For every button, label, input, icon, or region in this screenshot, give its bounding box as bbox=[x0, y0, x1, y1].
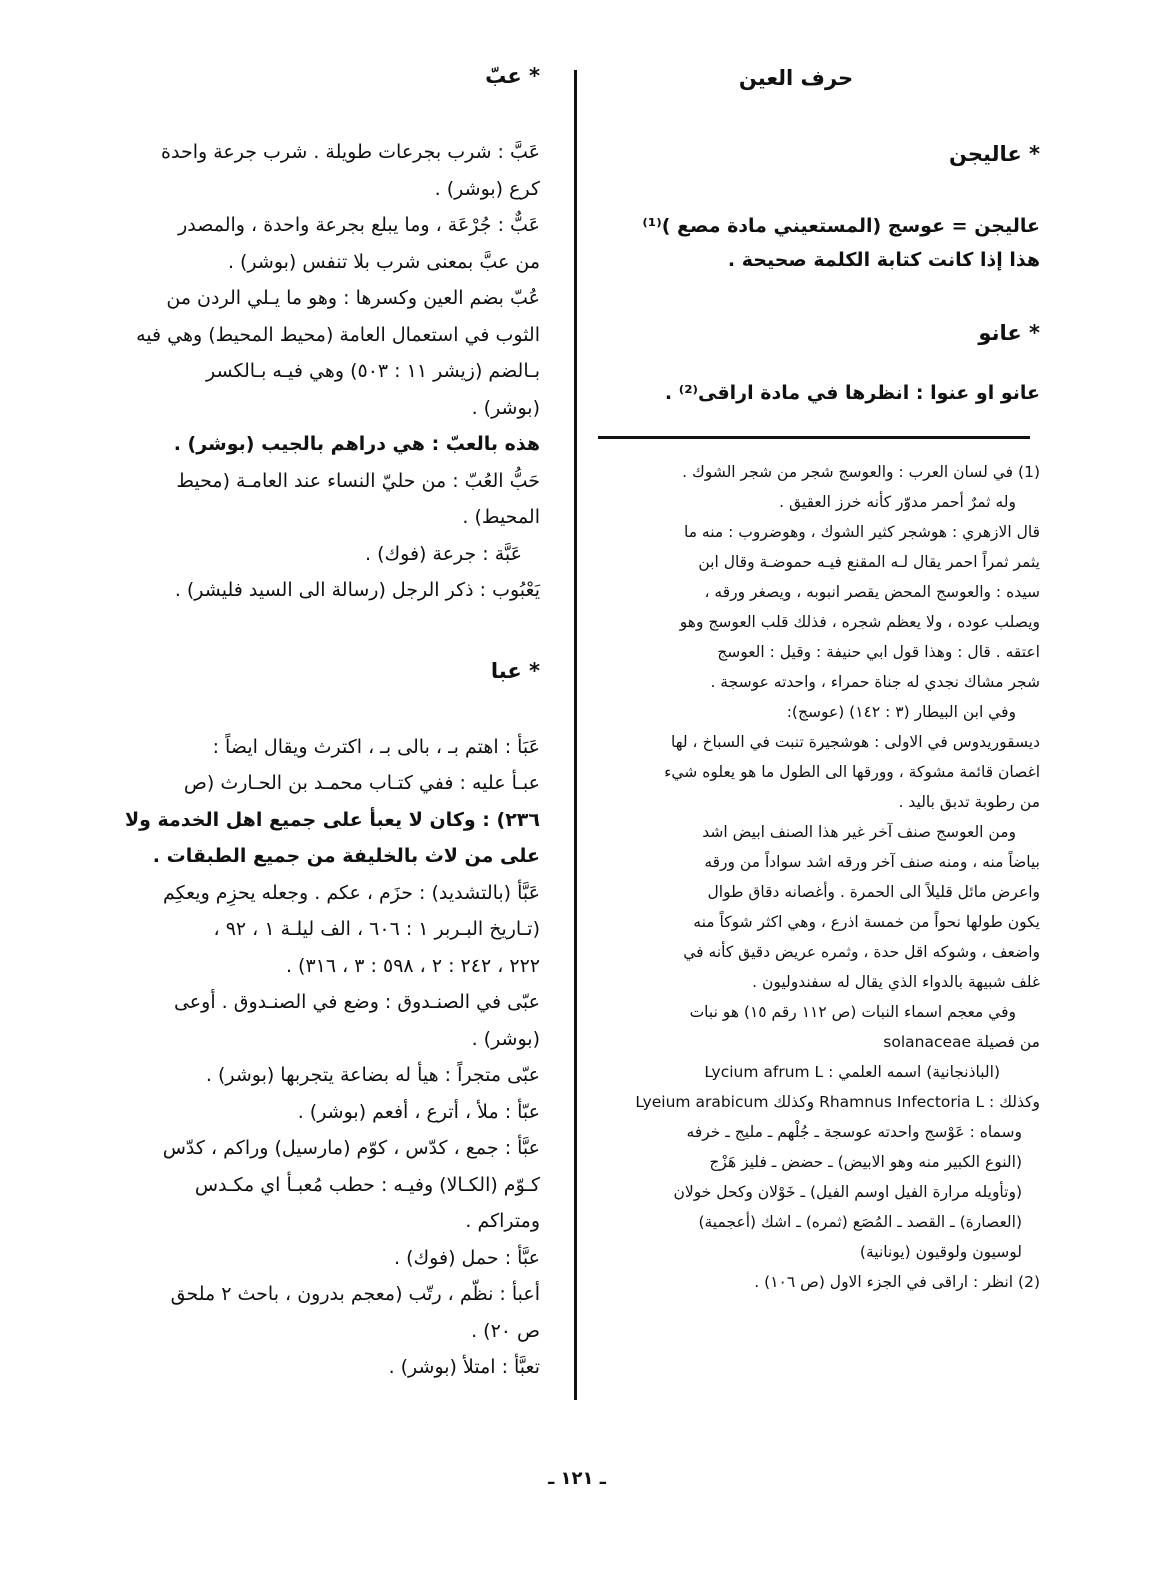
footnote-line: (2) انظر : اراقى في الجزء الاول (ص ١٠٦) . bbox=[754, 1273, 1040, 1291]
entry-abb-line: المحيط) . bbox=[462, 506, 540, 528]
entry-aliyjn-line1: عاليجن = عوسج (المستعيني مادة مصع )⁽¹⁾ bbox=[642, 215, 1040, 237]
entry-aba-line: عبّى متجراً : هيأ له بضاعة يتجربها (بوشر) . bbox=[205, 1064, 540, 1086]
entry-abb-line: كرع (بوشر) . bbox=[434, 177, 540, 200]
footnote-line: واضعف ، وشوكه اقل حدة ، وثمره عريض دقيق كأنه في bbox=[683, 943, 1040, 961]
entry-aba-line: كـوّم (الكـالا) وفيـه : حطب مُعبـأ اي مكـدس bbox=[194, 1173, 540, 1196]
footnote-line: سيده : والعوسج المحض يقصر انبوبه ، ويصغر ورقه ، bbox=[704, 583, 1040, 601]
footnote-line: بياضاً منه ، ومنه صنف آخر ورقه اشد سواداً من ورقه bbox=[704, 853, 1040, 871]
page-number: ـ ١٢١ ـ bbox=[548, 1468, 606, 1489]
right-column bbox=[592, 52, 1040, 1297]
entry-aba-line: على من لاث بالخليفة من جميع الطبقات . bbox=[152, 845, 540, 867]
entry-aba-line: عبّى في الصنـدوق : وضع في الصنـدوق . أوعى bbox=[173, 991, 540, 1013]
footnote-line: (النوع الكبير منه وهو الابيض) ـ حضض ـ فليز هَزْج bbox=[709, 1153, 1022, 1171]
footnote-line: ومن العوسج صنف آخر غير هذا الصنف ابيض اشد bbox=[702, 823, 1016, 841]
footnote-line: شجر مشاك نجدي له جناة حمراء ، واحدته عوسجة . bbox=[710, 673, 1040, 691]
footnote-line: (وتأويله مرارة الفيل اوسم الفيل) ـ خَوْلان وكحل خولان bbox=[673, 1183, 1022, 1201]
entry-aba-line: عَبَّأ (بالتشديد) : حزَم ، عكم . وجعله يحزِم ويعكِم bbox=[163, 881, 540, 904]
footnote-line: اغصان قائمة مشوكة ، وورقها الى الطول ما هو يعلوه شيء bbox=[664, 763, 1040, 781]
entry-title-aba: * عبا bbox=[490, 658, 540, 683]
entry-aba-line: ص ٢٠) . bbox=[471, 1319, 540, 1342]
entry-abb-line: من عبَّ بمعنى شرب بلا تنفس (بوشر) . bbox=[227, 250, 540, 273]
entry-aba-line: أعبأ : نظّم ، رتّب (معجم بدرون ، باحث ٢ ملحق bbox=[170, 1283, 540, 1305]
entry-anu-line1: عانو او عنوا : انظرها في مادة اراقى⁽²⁾ . bbox=[664, 381, 1040, 404]
entry-aba-line: عبّأ : ملأ ، أترع ، أفعم (بوشر) . bbox=[297, 1100, 540, 1123]
footnote-line: من فصيلة solanaceae bbox=[883, 1033, 1040, 1051]
footnote-line: وفي معجم اسماء النبات (ص ١١٢ رقم ١٥) هو نبات bbox=[689, 1003, 1016, 1021]
footnote-line: ديسقوريدوس في الاولى : هوشجيرة تنبت في السباخ ، لها bbox=[671, 733, 1040, 751]
footnote-line: غلف شبيهة بالدواء الذي يقال له سفندوليون . bbox=[752, 973, 1040, 991]
footnote-line: وكذلك : Rhamnus Infectoria L وكذلك Lyeium arabicum bbox=[635, 1093, 1040, 1111]
footnote-line: (1) في لسان العرب : والعوسج شجر من شجر الشوك . bbox=[682, 463, 1040, 481]
entry-aba-line: عبـأ عليه : ففي كتـاب محمـد بن الحـارث (ص bbox=[183, 772, 540, 794]
footnote-line: يثمر ثمراً احمر يقال لـه المقنع فيـه حموضـة وقال ابن bbox=[698, 553, 1040, 571]
footnote-line: وسماه : عَوْسج واحدته عوسجة ـ جُلْهم ـ مليج ـ خرفه bbox=[686, 1123, 1022, 1141]
entry-abb-line: (بوشر) . bbox=[471, 396, 540, 419]
entry-abb-line: يَعْبُوب : ذكر الرجل (رسالة الى السيد فليشر) . bbox=[174, 579, 540, 601]
entry-title-aliyjn: * عاليجن bbox=[948, 142, 1040, 166]
footnote-line: لوسيون ولوقيون (يونانية) bbox=[859, 1243, 1022, 1261]
entry-abb-line: عَبَّة : جرعة (فوك) . bbox=[365, 542, 522, 565]
column-divider bbox=[574, 70, 577, 1400]
footnote-rule bbox=[598, 436, 1030, 439]
footnote-line: اعتقه . قال : وهذا قول ابي حنيفة : وقيل : العوسج bbox=[717, 643, 1040, 661]
entry-aba-line: ٢٢٢ ، ٢٤٢ : ٢ ، ٥٩٨ : ٣ ، ٣١٦) . bbox=[285, 954, 540, 977]
footnote-line: (العصارة) ـ القصد ـ المُصَع (ثمره) ـ اشك (أعجمية) bbox=[698, 1213, 1022, 1231]
entry-aba-line: (بوشر) . bbox=[471, 1027, 540, 1050]
entry-abb-line: عُبّ بضم العين وكسرها : وهو ما يـلي الردن من bbox=[166, 287, 540, 309]
footnote-line: يكون طولها نحواً من خمسة اذرع ، وهي اكثر شوكاً منه bbox=[693, 913, 1040, 931]
entry-aliyjn-line2: هذا إذا كانت كتابة الكلمة صحيحة . bbox=[727, 248, 1040, 271]
entry-aba-line: عَبَأ : اهتم بـ ، بالى بـ ، اكترث ويقال ايضاً : bbox=[212, 735, 540, 758]
entry-abb-line: بـالضم (زيشر ١١ : ٥٠٣) وهي فيـه بـالكسر bbox=[206, 360, 540, 382]
footnotes bbox=[592, 457, 1040, 1297]
entry-abb-line: عَبٌّ : جُرْعَة ، وما يبلع بجرعة واحدة ، والمصدر bbox=[178, 214, 540, 236]
entry-title-abb: * عبّ bbox=[485, 64, 540, 88]
entry-aba-line: (تـاريخ البـربر ١ : ٦٠٦ ، الف ليلـة ١ ، ٩٢ ، bbox=[213, 918, 540, 940]
footnote-line: ويصلب عوده ، ولا يعظم شجره ، فذلك قلب العوسج وهو bbox=[679, 613, 1040, 631]
entry-aba-line: ٢٣٦) : وكان لا يعبأ على جميع اهل الخدمة ولا bbox=[124, 808, 540, 831]
footnote-line: (الباذنجانية) اسمه العلمي : Lycium afrum L bbox=[704, 1063, 1000, 1081]
footnote-line: من رطوبة تدبق باليد . bbox=[898, 793, 1040, 811]
entry-aba-line: عبَّأ : جمع ، كدّس ، كوّم (مارسيل) وراكم ، كدّس bbox=[162, 1137, 540, 1159]
entry-title-anu: * عانو bbox=[978, 320, 1040, 345]
entry-abb-line: هذه بالعبّ : هي دراهم بالجيب (بوشر) . bbox=[173, 433, 540, 455]
entry-aba-line: ومتراكم . bbox=[465, 1210, 540, 1232]
entry-abb-line: عَبَّ : شرب بجرعات طويلة . شرب جرعة واحدة bbox=[161, 141, 540, 163]
entry-abb-line: حَبُّ العُبّ : من حليّ النساء عند العامـة (محيط bbox=[176, 469, 540, 492]
section-header: حرف العين bbox=[738, 66, 854, 90]
footnote-line: واعرض مائل قليلاً الى الحمرة . وأغصانه دقاق طوال bbox=[707, 883, 1040, 901]
left-column bbox=[100, 52, 540, 1386]
entry-aba-line: تعبَّأ : امتلأ (بوشر) . bbox=[388, 1356, 540, 1378]
footnote-line: قال الازهري : هوشجر كثير الشوك ، وهوضروب : منه ما bbox=[683, 523, 1040, 541]
footnote-line: وله ثمرٌ أحمر مدوّر كأنه خرز العقيق . bbox=[779, 493, 1016, 511]
entry-aba-line: عبَّأ : حمل (فوك) . bbox=[394, 1246, 540, 1269]
footnote-line: وفي ابن البيطار (٣ : ١٤٢) (عوسج): bbox=[786, 703, 1016, 721]
entry-abb-line: الثوب في استعمال العامة (محيط المحيط) وهي فيه bbox=[136, 323, 540, 346]
